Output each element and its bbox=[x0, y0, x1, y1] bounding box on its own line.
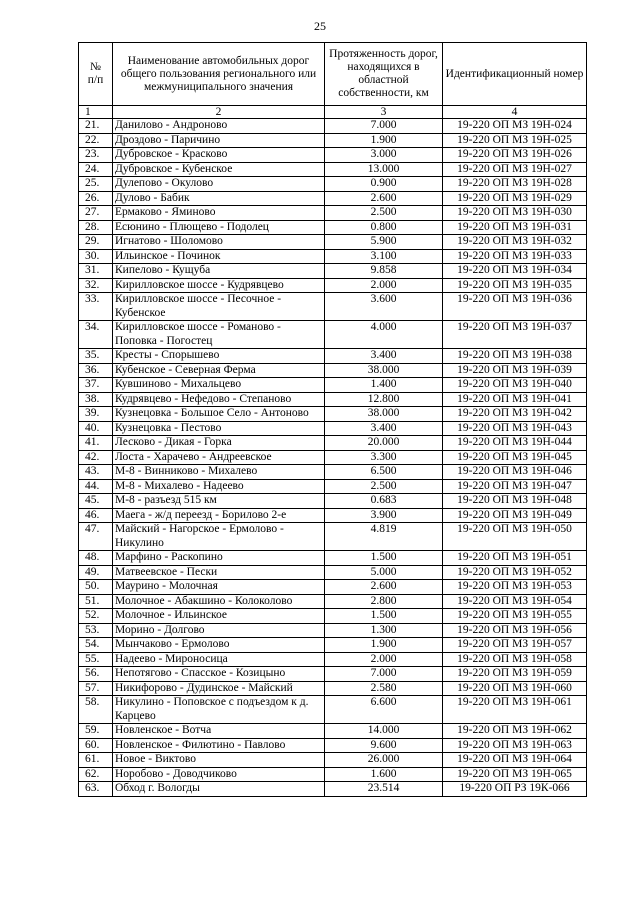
road-name: Морино - Долгово bbox=[113, 623, 325, 638]
table-row bbox=[79, 235, 587, 250]
row-number: 24. bbox=[79, 162, 113, 177]
road-id: 19-220 ОП МЗ 19Н-036 bbox=[443, 293, 587, 321]
row-number: 55. bbox=[79, 652, 113, 667]
row-number: 58. bbox=[79, 696, 113, 724]
road-length: 7.000 bbox=[325, 119, 443, 134]
road-id: 19-220 ОП МЗ 19Н-024 bbox=[443, 119, 587, 134]
road-id: 19-220 ОП МЗ 19Н-048 bbox=[443, 494, 587, 509]
table-row bbox=[79, 782, 587, 797]
row-number: 61. bbox=[79, 753, 113, 768]
table-row bbox=[79, 667, 587, 682]
road-name: Непотягово - Спасское - Козицыно bbox=[113, 667, 325, 682]
road-name: Данилово - Андроново bbox=[113, 119, 325, 134]
table-row bbox=[79, 191, 587, 206]
road-id: 19-220 ОП МЗ 19Н-062 bbox=[443, 724, 587, 739]
row-number: 27. bbox=[79, 206, 113, 221]
road-id: 19-220 ОП МЗ 19Н-035 bbox=[443, 278, 587, 293]
row-number: 60. bbox=[79, 738, 113, 753]
road-id: 19-220 ОП МЗ 19Н-061 bbox=[443, 696, 587, 724]
row-number: 23. bbox=[79, 148, 113, 163]
road-id: 19-220 ОП МЗ 19Н-054 bbox=[443, 594, 587, 609]
road-length: 13.000 bbox=[325, 162, 443, 177]
road-length: 9.858 bbox=[325, 264, 443, 279]
table-row bbox=[79, 436, 587, 451]
road-name: Кузнецовка - Пестово bbox=[113, 421, 325, 436]
row-number: 57. bbox=[79, 681, 113, 696]
road-name: Кирилловское шоссе - Романово - Поповка - Погостец bbox=[113, 321, 325, 349]
table-row bbox=[79, 494, 587, 509]
road-name: Маега - ж/д переезд - Борилово 2-е bbox=[113, 508, 325, 523]
road-length: 5.900 bbox=[325, 235, 443, 250]
row-number: 21. bbox=[79, 119, 113, 134]
row-number: 33. bbox=[79, 293, 113, 321]
road-length: 1.300 bbox=[325, 623, 443, 638]
road-length: 3.600 bbox=[325, 293, 443, 321]
column-numbers-row bbox=[79, 106, 587, 119]
road-id: 19-220 ОП МЗ 19Н-026 bbox=[443, 148, 587, 163]
header-id: Идентификационный номер bbox=[443, 43, 587, 106]
road-length: 2.000 bbox=[325, 278, 443, 293]
road-length: 2.600 bbox=[325, 191, 443, 206]
table-row bbox=[79, 565, 587, 580]
road-length: 2.580 bbox=[325, 681, 443, 696]
road-length: 3.000 bbox=[325, 148, 443, 163]
row-number: 39. bbox=[79, 407, 113, 422]
road-name: Мынчаково - Ермолово bbox=[113, 638, 325, 653]
road-name: Ильинское - Починок bbox=[113, 249, 325, 264]
road-length: 5.000 bbox=[325, 565, 443, 580]
road-id: 19-220 ОП МЗ 19Н-039 bbox=[443, 363, 587, 378]
road-id: 19-220 ОП МЗ 19Н-058 bbox=[443, 652, 587, 667]
road-length: 0.800 bbox=[325, 220, 443, 235]
road-name: Обход г. Вологды bbox=[113, 782, 325, 797]
road-length: 12.800 bbox=[325, 392, 443, 407]
road-id: 19-220 ОП МЗ 19Н-037 bbox=[443, 321, 587, 349]
road-length: 0.683 bbox=[325, 494, 443, 509]
road-id: 19-220 ОП МЗ 19Н-045 bbox=[443, 450, 587, 465]
road-length: 2.500 bbox=[325, 206, 443, 221]
row-number: 31. bbox=[79, 264, 113, 279]
table-row bbox=[79, 696, 587, 724]
row-number: 40. bbox=[79, 421, 113, 436]
road-name: Ермаково - Яминово bbox=[113, 206, 325, 221]
road-length: 1.500 bbox=[325, 551, 443, 566]
column-number: 4 bbox=[443, 106, 587, 119]
road-length: 2.600 bbox=[325, 580, 443, 595]
road-length: 9.600 bbox=[325, 738, 443, 753]
road-id: 19-220 ОП МЗ 19Н-060 bbox=[443, 681, 587, 696]
row-number: 26. bbox=[79, 191, 113, 206]
road-name: М-8 - разъезд 515 км bbox=[113, 494, 325, 509]
road-length: 6.500 bbox=[325, 465, 443, 480]
road-id: 19-220 ОП МЗ 19Н-038 bbox=[443, 349, 587, 364]
road-length: 2.800 bbox=[325, 594, 443, 609]
road-length: 1.600 bbox=[325, 767, 443, 782]
road-length: 3.900 bbox=[325, 508, 443, 523]
road-id: 19-220 ОП МЗ 19Н-030 bbox=[443, 206, 587, 221]
row-number: 63. bbox=[79, 782, 113, 797]
row-number: 37. bbox=[79, 378, 113, 393]
road-name: Майский - Нагорское - Ермолово - Никулино bbox=[113, 523, 325, 551]
road-name: Никифорово - Дудинское - Майский bbox=[113, 681, 325, 696]
road-length: 2.500 bbox=[325, 479, 443, 494]
table-row bbox=[79, 148, 587, 163]
table-row bbox=[79, 580, 587, 595]
road-id: 19-220 ОП МЗ 19Н-051 bbox=[443, 551, 587, 566]
road-id: 19-220 ОП МЗ 19Н-027 bbox=[443, 162, 587, 177]
row-number: 30. bbox=[79, 249, 113, 264]
row-number: 29. bbox=[79, 235, 113, 250]
row-number: 52. bbox=[79, 609, 113, 624]
row-number: 38. bbox=[79, 392, 113, 407]
road-name: Молочное - Ильинское bbox=[113, 609, 325, 624]
table-row bbox=[79, 119, 587, 134]
road-length: 3.400 bbox=[325, 421, 443, 436]
row-number: 51. bbox=[79, 594, 113, 609]
header-length: Протяженность дорог, находящихся в областной собственности, км bbox=[325, 43, 443, 106]
table-row bbox=[79, 378, 587, 393]
road-name: М-8 - Михалево - Надеево bbox=[113, 479, 325, 494]
road-name: Новое - Виктово bbox=[113, 753, 325, 768]
table-row bbox=[79, 508, 587, 523]
column-number: 3 bbox=[325, 106, 443, 119]
road-length: 6.600 bbox=[325, 696, 443, 724]
table-row bbox=[79, 162, 587, 177]
road-length: 3.400 bbox=[325, 349, 443, 364]
road-id: 19-220 ОП МЗ 19Н-046 bbox=[443, 465, 587, 480]
row-number: 46. bbox=[79, 508, 113, 523]
road-name: Надеево - Мироносица bbox=[113, 652, 325, 667]
table-row bbox=[79, 264, 587, 279]
table-row bbox=[79, 177, 587, 192]
table-row bbox=[79, 551, 587, 566]
road-name: Кубенское - Северная Ферма bbox=[113, 363, 325, 378]
table-row bbox=[79, 479, 587, 494]
table-row bbox=[79, 392, 587, 407]
road-id: 19-220 ОП МЗ 19Н-034 bbox=[443, 264, 587, 279]
road-name: Дулепово - Окулово bbox=[113, 177, 325, 192]
table-row bbox=[79, 249, 587, 264]
row-number: 41. bbox=[79, 436, 113, 451]
table-row bbox=[79, 523, 587, 551]
road-length: 1.900 bbox=[325, 638, 443, 653]
road-id: 19-220 ОП МЗ 19Н-031 bbox=[443, 220, 587, 235]
road-name: Новленское - Вотча bbox=[113, 724, 325, 739]
road-id: 19-220 ОП МЗ 19Н-029 bbox=[443, 191, 587, 206]
row-number: 34. bbox=[79, 321, 113, 349]
table-row bbox=[79, 349, 587, 364]
road-id: 19-220 ОП МЗ 19Н-065 bbox=[443, 767, 587, 782]
table-row bbox=[79, 623, 587, 638]
road-id: 19-220 ОП МЗ 19Н-044 bbox=[443, 436, 587, 451]
road-id: 19-220 ОП МЗ 19Н-028 bbox=[443, 177, 587, 192]
road-length: 1.900 bbox=[325, 133, 443, 148]
table-body bbox=[79, 106, 587, 797]
road-name: Марфино - Раскопино bbox=[113, 551, 325, 566]
column-number: 2 bbox=[113, 106, 325, 119]
road-length: 14.000 bbox=[325, 724, 443, 739]
road-name: Матвеевское - Пески bbox=[113, 565, 325, 580]
table-row bbox=[79, 638, 587, 653]
table-row bbox=[79, 594, 587, 609]
road-name: Кипелово - Кущуба bbox=[113, 264, 325, 279]
table-row bbox=[79, 450, 587, 465]
row-number: 43. bbox=[79, 465, 113, 480]
road-name: Есюнино - Плющево - Подолец bbox=[113, 220, 325, 235]
row-number: 35. bbox=[79, 349, 113, 364]
row-number: 50. bbox=[79, 580, 113, 595]
road-name: Молочное - Абакшино - Колоколово bbox=[113, 594, 325, 609]
road-name: Дулово - Бабик bbox=[113, 191, 325, 206]
road-name: Кирилловское шоссе - Кудрявцево bbox=[113, 278, 325, 293]
road-length: 38.000 bbox=[325, 407, 443, 422]
road-id: 19-220 ОП МЗ 19Н-063 bbox=[443, 738, 587, 753]
row-number: 47. bbox=[79, 523, 113, 551]
road-id: 19-220 ОП МЗ 19Н-059 bbox=[443, 667, 587, 682]
row-number: 56. bbox=[79, 667, 113, 682]
road-name: М-8 - Винниково - Михалево bbox=[113, 465, 325, 480]
row-number: 49. bbox=[79, 565, 113, 580]
road-length: 1.400 bbox=[325, 378, 443, 393]
road-id: 19-220 ОП МЗ 19Н-049 bbox=[443, 508, 587, 523]
table-row bbox=[79, 421, 587, 436]
road-id: 19-220 ОП РЗ 19К-066 bbox=[443, 782, 587, 797]
table-row bbox=[79, 652, 587, 667]
road-id: 19-220 ОП МЗ 19Н-042 bbox=[443, 407, 587, 422]
road-name: Новленское - Филютино - Павлово bbox=[113, 738, 325, 753]
road-id: 19-220 ОП МЗ 19Н-025 bbox=[443, 133, 587, 148]
column-number: 1 bbox=[79, 106, 113, 119]
row-number: 32. bbox=[79, 278, 113, 293]
table-header bbox=[79, 43, 587, 106]
row-number: 59. bbox=[79, 724, 113, 739]
road-name: Кудрявцево - Нефедово - Степаново bbox=[113, 392, 325, 407]
table-row bbox=[79, 363, 587, 378]
road-id: 19-220 ОП МЗ 19Н-040 bbox=[443, 378, 587, 393]
road-id: 19-220 ОП МЗ 19Н-047 bbox=[443, 479, 587, 494]
row-number: 44. bbox=[79, 479, 113, 494]
road-length: 7.000 bbox=[325, 667, 443, 682]
road-id: 19-220 ОП МЗ 19Н-064 bbox=[443, 753, 587, 768]
table-row bbox=[79, 278, 587, 293]
page-number: 25 bbox=[314, 19, 326, 33]
table-row bbox=[79, 767, 587, 782]
table-row bbox=[79, 133, 587, 148]
road-id: 19-220 ОП МЗ 19Н-050 bbox=[443, 523, 587, 551]
header-num bbox=[79, 43, 113, 106]
road-name: Норобово - Доводчиково bbox=[113, 767, 325, 782]
road-length: 20.000 bbox=[325, 436, 443, 451]
road-name: Лоста - Харачево - Андреевское bbox=[113, 450, 325, 465]
road-length: 23.514 bbox=[325, 782, 443, 797]
road-name: Лесково - Дикая - Горка bbox=[113, 436, 325, 451]
header-name: Наименование автомобильных дорог общего пользования регионального или межмуниципального значения bbox=[113, 43, 325, 106]
road-name: Никулино - Поповское с подъездом к д. Карцево bbox=[113, 696, 325, 724]
table-row bbox=[79, 753, 587, 768]
table-row bbox=[79, 407, 587, 422]
road-id: 19-220 ОП МЗ 19Н-053 bbox=[443, 580, 587, 595]
road-name: Кресты - Спорышево bbox=[113, 349, 325, 364]
table-row bbox=[79, 293, 587, 321]
road-name: Дроздово - Паричино bbox=[113, 133, 325, 148]
road-name: Кирилловское шоссе - Песочное - Кубенское bbox=[113, 293, 325, 321]
table-row bbox=[79, 681, 587, 696]
road-name: Дубровское - Красково bbox=[113, 148, 325, 163]
road-id: 19-220 ОП МЗ 19Н-032 bbox=[443, 235, 587, 250]
road-name: Игнатово - Шоломово bbox=[113, 235, 325, 250]
road-length: 26.000 bbox=[325, 753, 443, 768]
row-number: 28. bbox=[79, 220, 113, 235]
road-length: 4.819 bbox=[325, 523, 443, 551]
road-name: Кузнецовка - Большое Село - Антоново bbox=[113, 407, 325, 422]
road-length: 1.500 bbox=[325, 609, 443, 624]
row-number: 45. bbox=[79, 494, 113, 509]
table-row bbox=[79, 724, 587, 739]
row-number: 22. bbox=[79, 133, 113, 148]
road-length: 0.900 bbox=[325, 177, 443, 192]
row-number: 25. bbox=[79, 177, 113, 192]
road-id: 19-220 ОП МЗ 19Н-057 bbox=[443, 638, 587, 653]
road-id: 19-220 ОП МЗ 19Н-052 bbox=[443, 565, 587, 580]
row-number: 36. bbox=[79, 363, 113, 378]
road-name: Дубровское - Кубенское bbox=[113, 162, 325, 177]
road-id: 19-220 ОП МЗ 19Н-033 bbox=[443, 249, 587, 264]
table-row bbox=[79, 220, 587, 235]
road-length: 2.000 bbox=[325, 652, 443, 667]
table-row bbox=[79, 465, 587, 480]
row-number: 53. bbox=[79, 623, 113, 638]
road-length: 4.000 bbox=[325, 321, 443, 349]
road-length: 3.300 bbox=[325, 450, 443, 465]
table-row bbox=[79, 206, 587, 221]
row-number: 42. bbox=[79, 450, 113, 465]
table-row bbox=[79, 321, 587, 349]
row-number: 62. bbox=[79, 767, 113, 782]
road-length: 3.100 bbox=[325, 249, 443, 264]
road-id: 19-220 ОП МЗ 19Н-043 bbox=[443, 421, 587, 436]
table-row bbox=[79, 738, 587, 753]
road-id: 19-220 ОП МЗ 19Н-041 bbox=[443, 392, 587, 407]
road-id: 19-220 ОП МЗ 19Н-055 bbox=[443, 609, 587, 624]
road-length: 38.000 bbox=[325, 363, 443, 378]
road-name: Кувшиново - Михальцево bbox=[113, 378, 325, 393]
road-name: Маурино - Молочная bbox=[113, 580, 325, 595]
row-number: 48. bbox=[79, 551, 113, 566]
roads-table bbox=[78, 42, 587, 797]
table-row bbox=[79, 609, 587, 624]
header-num-label: № п/п bbox=[87, 61, 104, 86]
row-number: 54. bbox=[79, 638, 113, 653]
road-id: 19-220 ОП МЗ 19Н-056 bbox=[443, 623, 587, 638]
